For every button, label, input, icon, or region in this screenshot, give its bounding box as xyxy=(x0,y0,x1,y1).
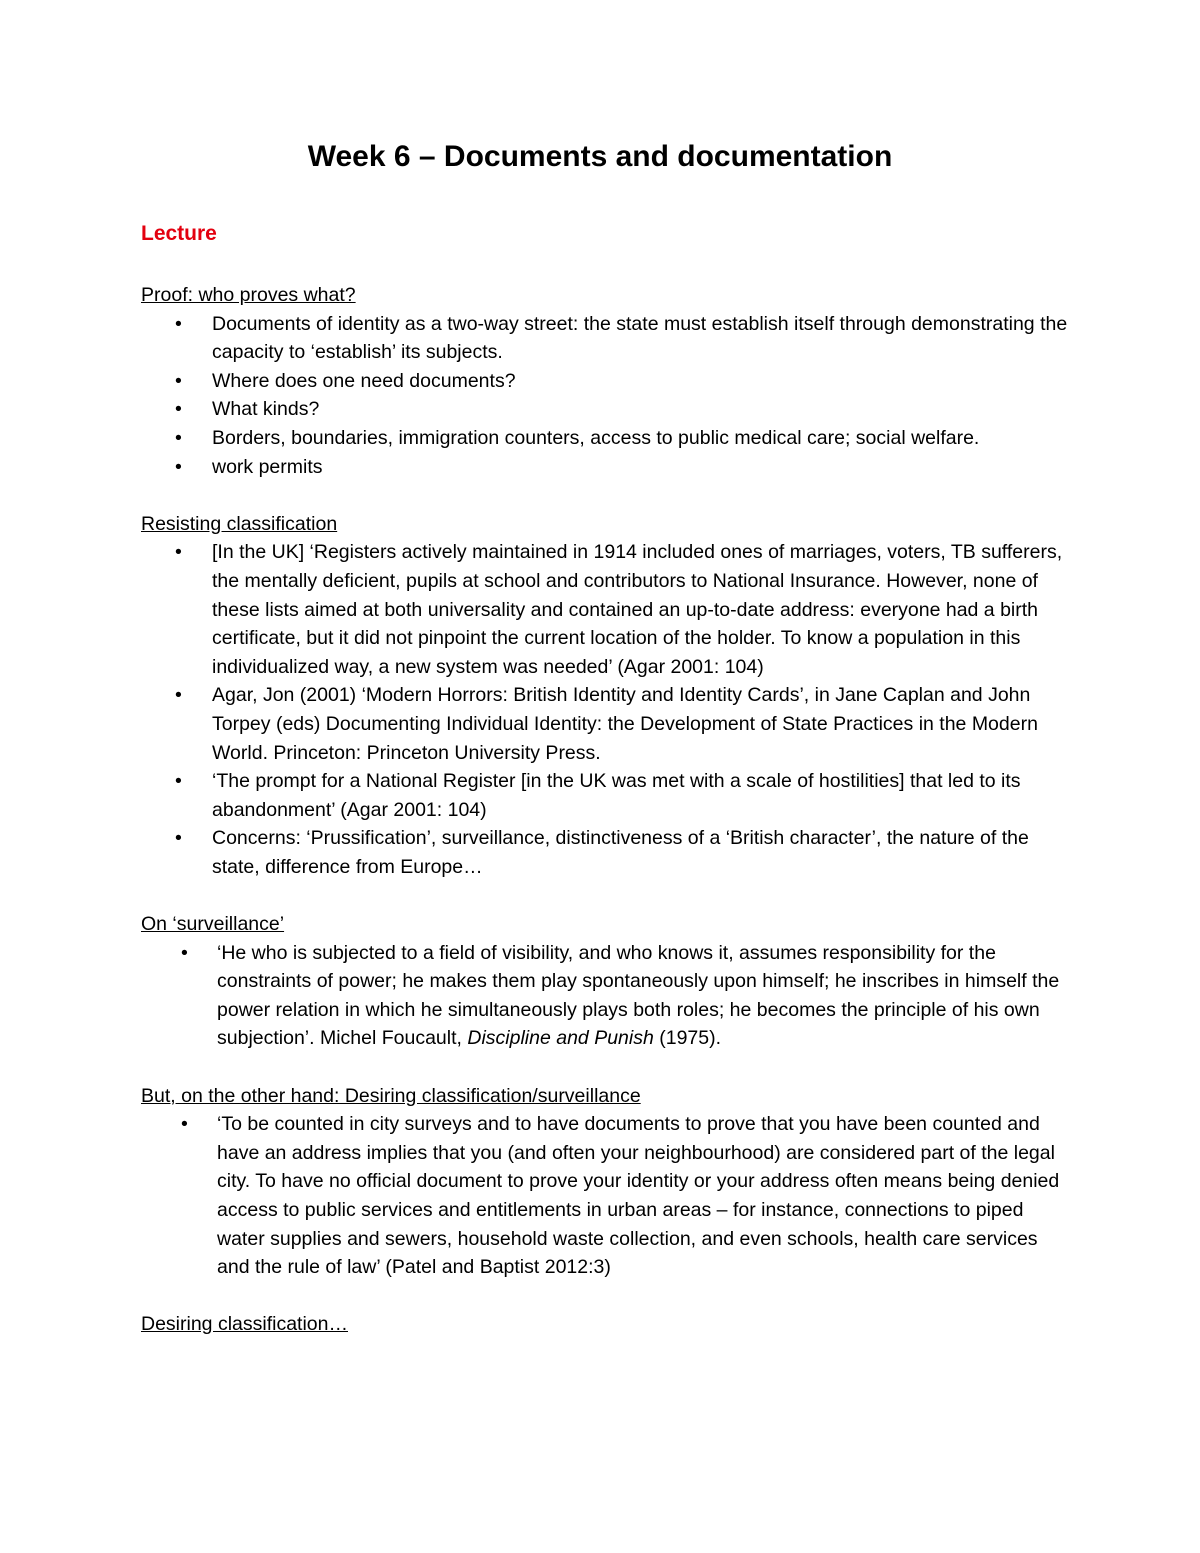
list-item-text: Borders, boundaries, immigration counters, access to public medical care; social welfare. xyxy=(212,426,980,449)
bullet-list xyxy=(141,310,1071,482)
book-title: Discipline and Punish xyxy=(467,1027,654,1050)
bullet-list xyxy=(141,939,1071,1053)
list-item xyxy=(141,824,1071,881)
bullet-icon: • xyxy=(181,941,188,964)
list-item xyxy=(141,424,1071,453)
list-item xyxy=(141,1110,1071,1282)
section-desiring-classification xyxy=(141,1310,1071,1339)
section-on-surveillance xyxy=(141,910,1071,1053)
bullet-list xyxy=(141,538,1071,881)
list-item xyxy=(141,681,1071,767)
list-item-text: Concerns: ‘Prussification’, surveillance, distinctiveness of a ‘British character’, the nature of the state, difference from Europe… xyxy=(212,827,1029,878)
section-desiring-classification-surveillance xyxy=(141,1082,1071,1282)
list-item xyxy=(141,939,1071,1053)
list-item xyxy=(141,395,1071,424)
list-item xyxy=(141,767,1071,824)
bullet-icon: • xyxy=(175,398,182,421)
list-item xyxy=(141,310,1071,367)
list-item-text: What kinds? xyxy=(212,398,320,421)
bullet-list xyxy=(141,1110,1071,1282)
list-item-text: Documents of identity as a two-way street: the state must establish itself through demonstrating the capacity to ‘establish’ its subjects. xyxy=(212,312,1068,364)
foucault-quote: ‘He who is subjected to a field of visibility, and who knows it, assumes responsibility for the constraints of power; he makes them play spontaneously upon himself; he inscribes in himself the power relation in which he simultaneously plays both roles; he becomes the principle of his own subjection’. Michel Foucault, xyxy=(217,941,1060,1050)
bullet-icon: • xyxy=(175,827,182,850)
list-item-text: work permits xyxy=(212,455,323,478)
section-heading: Proof: who proves what? xyxy=(141,284,356,306)
list-item-text: Where does one need documents? xyxy=(212,369,516,392)
list-item-text: Agar, Jon (2001) ‘Modern Horrors: British Identity and Identity Cards’, in Jane Caplan and John Torpey (eds) Documenting Individual Identity: the Development of State Practices in the Modern World. Princeton: Princeton University Press. xyxy=(212,684,1038,764)
section-resisting-classification xyxy=(141,510,1071,882)
bullet-icon: • xyxy=(175,541,182,564)
list-item xyxy=(141,367,1071,396)
bullet-icon: • xyxy=(175,455,182,478)
list-item xyxy=(141,453,1071,482)
list-item-text: ‘To be counted in city surveys and to have documents to prove that you have been counted and have an address implies that you (and often your neighbourhood) are considered part of the legal city. To have no official document to prove your identity or your address often means being denied access to public services and entitlements in urban areas – for instance, connections to piped water supplies and sewers, household waste collection, and even schools, health care services and the rule of law’ (Patel and Baptist 2012:3) xyxy=(217,1113,1060,1279)
bullet-icon: • xyxy=(175,770,182,793)
bullet-icon: • xyxy=(175,369,182,392)
lecture-notes xyxy=(141,281,1071,1368)
list-item-text: [In the UK] ‘Registers actively maintained in 1914 included ones of marriages, voters, TB sufferers, the mentally deficient, pupils at school and contributors to National Insurance. However, none of these lists aimed at both universality and contained an up-to-date address: everyone had a birth certificate, but it did not pinpoint the current location of the holder. To know a population in this individualized way, a new system was needed’ (Agar 2001: 104) xyxy=(212,541,1063,678)
list-item xyxy=(141,538,1071,681)
bullet-icon: • xyxy=(181,1113,188,1136)
document-title: Week 6 – Documents and documentation xyxy=(307,140,893,173)
bullet-icon: • xyxy=(175,426,182,449)
lecture-heading: Lecture xyxy=(141,222,217,245)
bullet-icon: • xyxy=(175,312,182,335)
section-heading: On ‘surveillance’ xyxy=(141,913,285,936)
quote-citation: (1975). xyxy=(653,1027,722,1050)
bullet-icon: • xyxy=(175,684,182,707)
section-heading: Resisting classification xyxy=(141,512,338,535)
section-heading: But, on the other hand: Desiring classification/surveillance xyxy=(141,1084,641,1107)
section-proof xyxy=(141,281,1071,481)
section-heading: Desiring classification… xyxy=(141,1313,348,1336)
list-item-text: ‘The prompt for a National Register [in the UK was met with a scale of hostilities] that led to its abandonment’ (Agar 2001: 104) xyxy=(212,770,1021,821)
